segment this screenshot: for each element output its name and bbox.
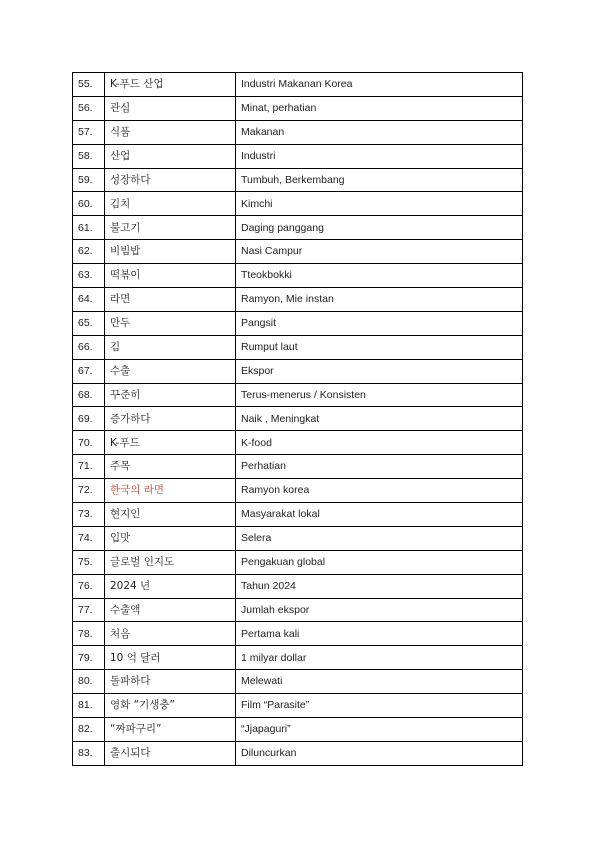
row-number: 63. — [73, 264, 105, 288]
row-number: 74. — [73, 526, 105, 550]
indonesian-translation: Terus-menerus / Konsisten — [236, 383, 523, 407]
korean-term: K-푸드 — [105, 431, 236, 455]
korean-term: 성장하다 — [105, 168, 236, 192]
korean-term: 수출액 — [105, 598, 236, 622]
korean-term: 처음 — [105, 622, 236, 646]
table-row — [73, 311, 523, 335]
row-number: 67. — [73, 359, 105, 383]
table-row — [73, 741, 523, 765]
table-row — [73, 383, 523, 407]
korean-term: 만두 — [105, 311, 236, 335]
korean-term: 관심 — [105, 96, 236, 120]
korean-term: 영화 “기생충” — [105, 694, 236, 718]
row-number: 71. — [73, 455, 105, 479]
indonesian-translation: Kimchi — [236, 192, 523, 216]
row-number: 59. — [73, 168, 105, 192]
table-row — [73, 574, 523, 598]
row-number: 66. — [73, 335, 105, 359]
row-number: 76. — [73, 574, 105, 598]
row-number: 65. — [73, 311, 105, 335]
indonesian-translation: Minat, perhatian — [236, 96, 523, 120]
row-number: 83. — [73, 741, 105, 765]
table-row — [73, 216, 523, 240]
korean-term: 불고기 — [105, 216, 236, 240]
row-number: 58. — [73, 144, 105, 168]
indonesian-translation: Ekspor — [236, 359, 523, 383]
indonesian-translation: Diluncurkan — [236, 741, 523, 765]
indonesian-translation: 1 milyar dollar — [236, 646, 523, 670]
indonesian-translation: Ramyon, Mie instan — [236, 288, 523, 312]
table-row — [73, 73, 523, 97]
indonesian-translation: Pangsit — [236, 311, 523, 335]
row-number: 80. — [73, 670, 105, 694]
table-row — [73, 407, 523, 431]
indonesian-translation: K-food — [236, 431, 523, 455]
indonesian-translation: Nasi Campur — [236, 240, 523, 264]
row-number: 81. — [73, 694, 105, 718]
korean-term: 식품 — [105, 120, 236, 144]
indonesian-translation: Industri Makanan Korea — [236, 73, 523, 97]
korean-term: 꾸준히 — [105, 383, 236, 407]
korean-term: 글로벌 인지도 — [105, 550, 236, 574]
table-row — [73, 598, 523, 622]
row-number: 70. — [73, 431, 105, 455]
table-row — [73, 240, 523, 264]
korean-term: K-푸드 산업 — [105, 73, 236, 97]
indonesian-translation: Perhatian — [236, 455, 523, 479]
indonesian-translation: Ramyon korea — [236, 479, 523, 503]
korean-term: “짜파구리” — [105, 718, 236, 742]
row-number: 78. — [73, 622, 105, 646]
indonesian-translation: Masyarakat lokal — [236, 503, 523, 527]
korean-term: 한국의 라면 — [105, 479, 236, 503]
table-row — [73, 622, 523, 646]
table-row — [73, 96, 523, 120]
table-row — [73, 168, 523, 192]
korean-term: 라면 — [105, 288, 236, 312]
table-row — [73, 192, 523, 216]
indonesian-translation: Film “Parasite” — [236, 694, 523, 718]
korean-term: 돌파하다 — [105, 670, 236, 694]
table-row — [73, 288, 523, 312]
table-row — [73, 431, 523, 455]
row-number: 61. — [73, 216, 105, 240]
vocabulary-table — [72, 72, 523, 766]
row-number: 79. — [73, 646, 105, 670]
indonesian-translation: Tteokbokki — [236, 264, 523, 288]
indonesian-translation: “Jjapaguri” — [236, 718, 523, 742]
table-row — [73, 646, 523, 670]
table-row — [73, 144, 523, 168]
row-number: 60. — [73, 192, 105, 216]
row-number: 73. — [73, 503, 105, 527]
indonesian-translation: Industri — [236, 144, 523, 168]
row-number: 72. — [73, 479, 105, 503]
korean-term: 주목 — [105, 455, 236, 479]
korean-term: 산업 — [105, 144, 236, 168]
indonesian-translation: Tumbuh, Berkembang — [236, 168, 523, 192]
korean-term: 수출 — [105, 359, 236, 383]
indonesian-translation: Daging panggang — [236, 216, 523, 240]
indonesian-translation: Jumlah ekspor — [236, 598, 523, 622]
row-number: 69. — [73, 407, 105, 431]
table-row — [73, 503, 523, 527]
vocabulary-table-body — [73, 73, 523, 766]
korean-term: 비빔밥 — [105, 240, 236, 264]
row-number: 57. — [73, 120, 105, 144]
table-row — [73, 359, 523, 383]
indonesian-translation: Pertama kali — [236, 622, 523, 646]
indonesian-translation: Selera — [236, 526, 523, 550]
indonesian-translation: Rumput laut — [236, 335, 523, 359]
row-number: 75. — [73, 550, 105, 574]
row-number: 62. — [73, 240, 105, 264]
korean-term: 김 — [105, 335, 236, 359]
table-row — [73, 264, 523, 288]
table-row — [73, 718, 523, 742]
korean-term: 증가하다 — [105, 407, 236, 431]
korean-term: 현지인 — [105, 503, 236, 527]
row-number: 68. — [73, 383, 105, 407]
korean-term: 떡볶이 — [105, 264, 236, 288]
table-row — [73, 526, 523, 550]
indonesian-translation: Melewati — [236, 670, 523, 694]
table-row — [73, 694, 523, 718]
korean-term: 10 억 달러 — [105, 646, 236, 670]
row-number: 64. — [73, 288, 105, 312]
indonesian-translation: Naik , Meningkat — [236, 407, 523, 431]
table-row — [73, 120, 523, 144]
korean-term: 출시되다 — [105, 741, 236, 765]
row-number: 56. — [73, 96, 105, 120]
indonesian-translation: Makanan — [236, 120, 523, 144]
row-number: 77. — [73, 598, 105, 622]
indonesian-translation: Pengakuan global — [236, 550, 523, 574]
table-row — [73, 455, 523, 479]
korean-term: 김치 — [105, 192, 236, 216]
row-number: 82. — [73, 718, 105, 742]
korean-term: 2024 년 — [105, 574, 236, 598]
table-row — [73, 550, 523, 574]
row-number: 55. — [73, 73, 105, 97]
indonesian-translation: Tahun 2024 — [236, 574, 523, 598]
korean-term: 입맛 — [105, 526, 236, 550]
table-row — [73, 335, 523, 359]
table-row — [73, 670, 523, 694]
table-row — [73, 479, 523, 503]
